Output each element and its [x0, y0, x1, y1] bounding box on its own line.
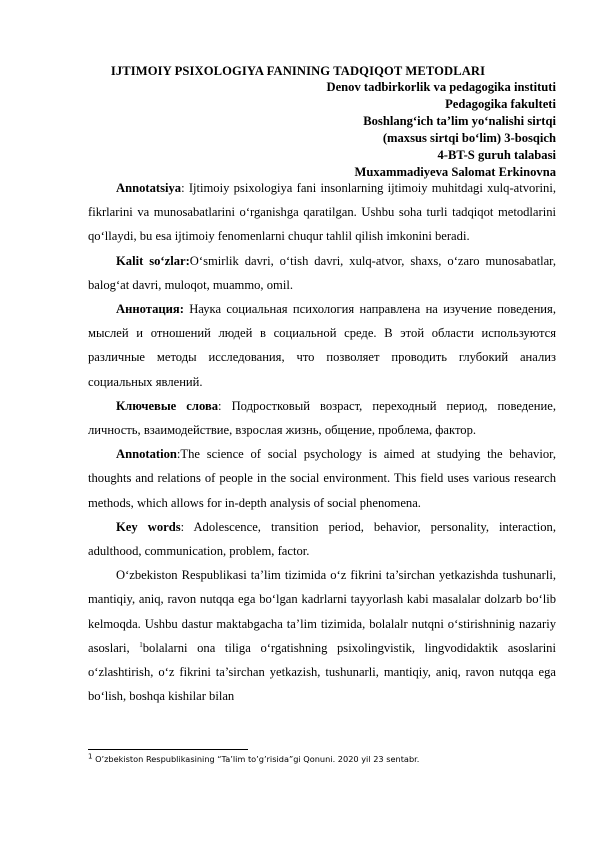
- footnote-marker: 1: [88, 752, 93, 761]
- keywords-en: [88, 515, 556, 563]
- abstract-ru-label: Аннотация:: [116, 302, 184, 317]
- keywords-en-text: : Adolescence, transition period, behavior, personality, interaction, adulthood, communication, problem, factor.: [88, 519, 556, 559]
- keywords-uz-label: Kalit so‘zlar:: [116, 253, 190, 268]
- affiliation-course: (maxsus sirtqi bo‘lim) 3-bosqich: [382, 131, 556, 145]
- footnote: [88, 754, 558, 765]
- author-name: Muxammadiyeva Salomat Erkinovna: [354, 165, 556, 179]
- abstract-uz: [88, 176, 556, 249]
- abstract-ru-text: Наука социальная психология направлена на изучение поведения, мыслей и отношений людей в социальной среде. В этой области используются различные методы исследования, что позволяет проводить глубокий анализ социальных явлений.: [88, 302, 556, 389]
- keywords-ru: [88, 394, 556, 442]
- article-body: [88, 176, 556, 708]
- affiliation-direction: Boshlang‘ich ta’lim yo‘nalishi sirtqi: [363, 114, 556, 128]
- abstract-en: [88, 442, 556, 515]
- abstract-uz-label: Annotatsiya: [116, 181, 182, 195]
- footnote-reference: 1: [139, 640, 143, 649]
- footnote-divider: [88, 749, 248, 750]
- keywords-uz: [88, 249, 556, 297]
- keywords-en-label: Key words: [116, 519, 181, 534]
- intro-text-end: bolalarni ona tiliga o‘rgatishning psixolingvistik, lingvodidaktik asoslarini o‘zlashtirish, o‘z fikrini ta’sirchan yetkazish, tushunarli, mantiqiy, aniq, ravon nutqqa ega bo‘lish, boshqa kishilar bilan: [88, 640, 556, 704]
- affiliation-faculty: Pedagogika fakulteti: [445, 97, 556, 111]
- abstract-en-label: Annotation: [116, 447, 177, 462]
- abstract-en-text: :The science of social psychology is aimed at studying the behavior, thoughts and relations of people in the social environment. This field uses various research methods, which allows for in-depth analysis of social phenomena.: [88, 447, 556, 510]
- abstract-ru: [88, 297, 556, 394]
- affiliation-institute: Denov tadbirkorlik va pedagogika instituti: [326, 80, 556, 94]
- affiliation-group: 4-BT-S guruh talabasi: [437, 148, 556, 162]
- keywords-ru-text: : Подростковый возраст, переходный период, поведение, личность, взаимодействие, взрослая жизнь, общение, проблема, фактор.: [88, 398, 556, 438]
- footnote-text: O’zbekiston Respublikasining “Ta’lim to’g’risida”gi Qonuni. 2020 yil 23 sentabr.: [92, 754, 420, 764]
- intro-paragraph: [88, 563, 556, 708]
- paper-title: IJTIMOIY PSIXOLOGIYA FANINING TADQIQOT METODLARI: [110, 64, 486, 78]
- keywords-ru-label: Ключевые слова: [116, 398, 219, 413]
- abstract-uz-text: : Ijtimoiy psixologiya fani insonlarning ijtimoiy muhitdagi xulq-atvorini, fikrlarini va munosabatlarini o‘rganishga qaratilgan. Ushbu soha turli tadqiqot metodlarini qo‘llaydi, bu esa ijtimoiy fenomenlarni chuqur tahlil qilish imkonini beradi.: [88, 181, 556, 244]
- keywords-uz-text: O‘smirlik davri, o‘tish davri, xulq-atvor, shaxs, o‘zaro munosabatlar, balog‘at davri, muloqot, muammo, omil.: [88, 253, 556, 292]
- intro-text-start: O‘zbekiston Respublikasi ta’lim tizimida o‘z fikrini ta’sirchan yetkazishda tushunarli, mantiqiy, aniq, ravon nutqqa ega bo‘lgan kadrlarni tayyorlash kabi masalalar dolzarb bo‘lib kelmoqda. Ushbu dastur maktabgacha ta’lim tizimida, bolalalr nutqni o‘stirishninig nazariy asoslari,: [88, 568, 556, 655]
